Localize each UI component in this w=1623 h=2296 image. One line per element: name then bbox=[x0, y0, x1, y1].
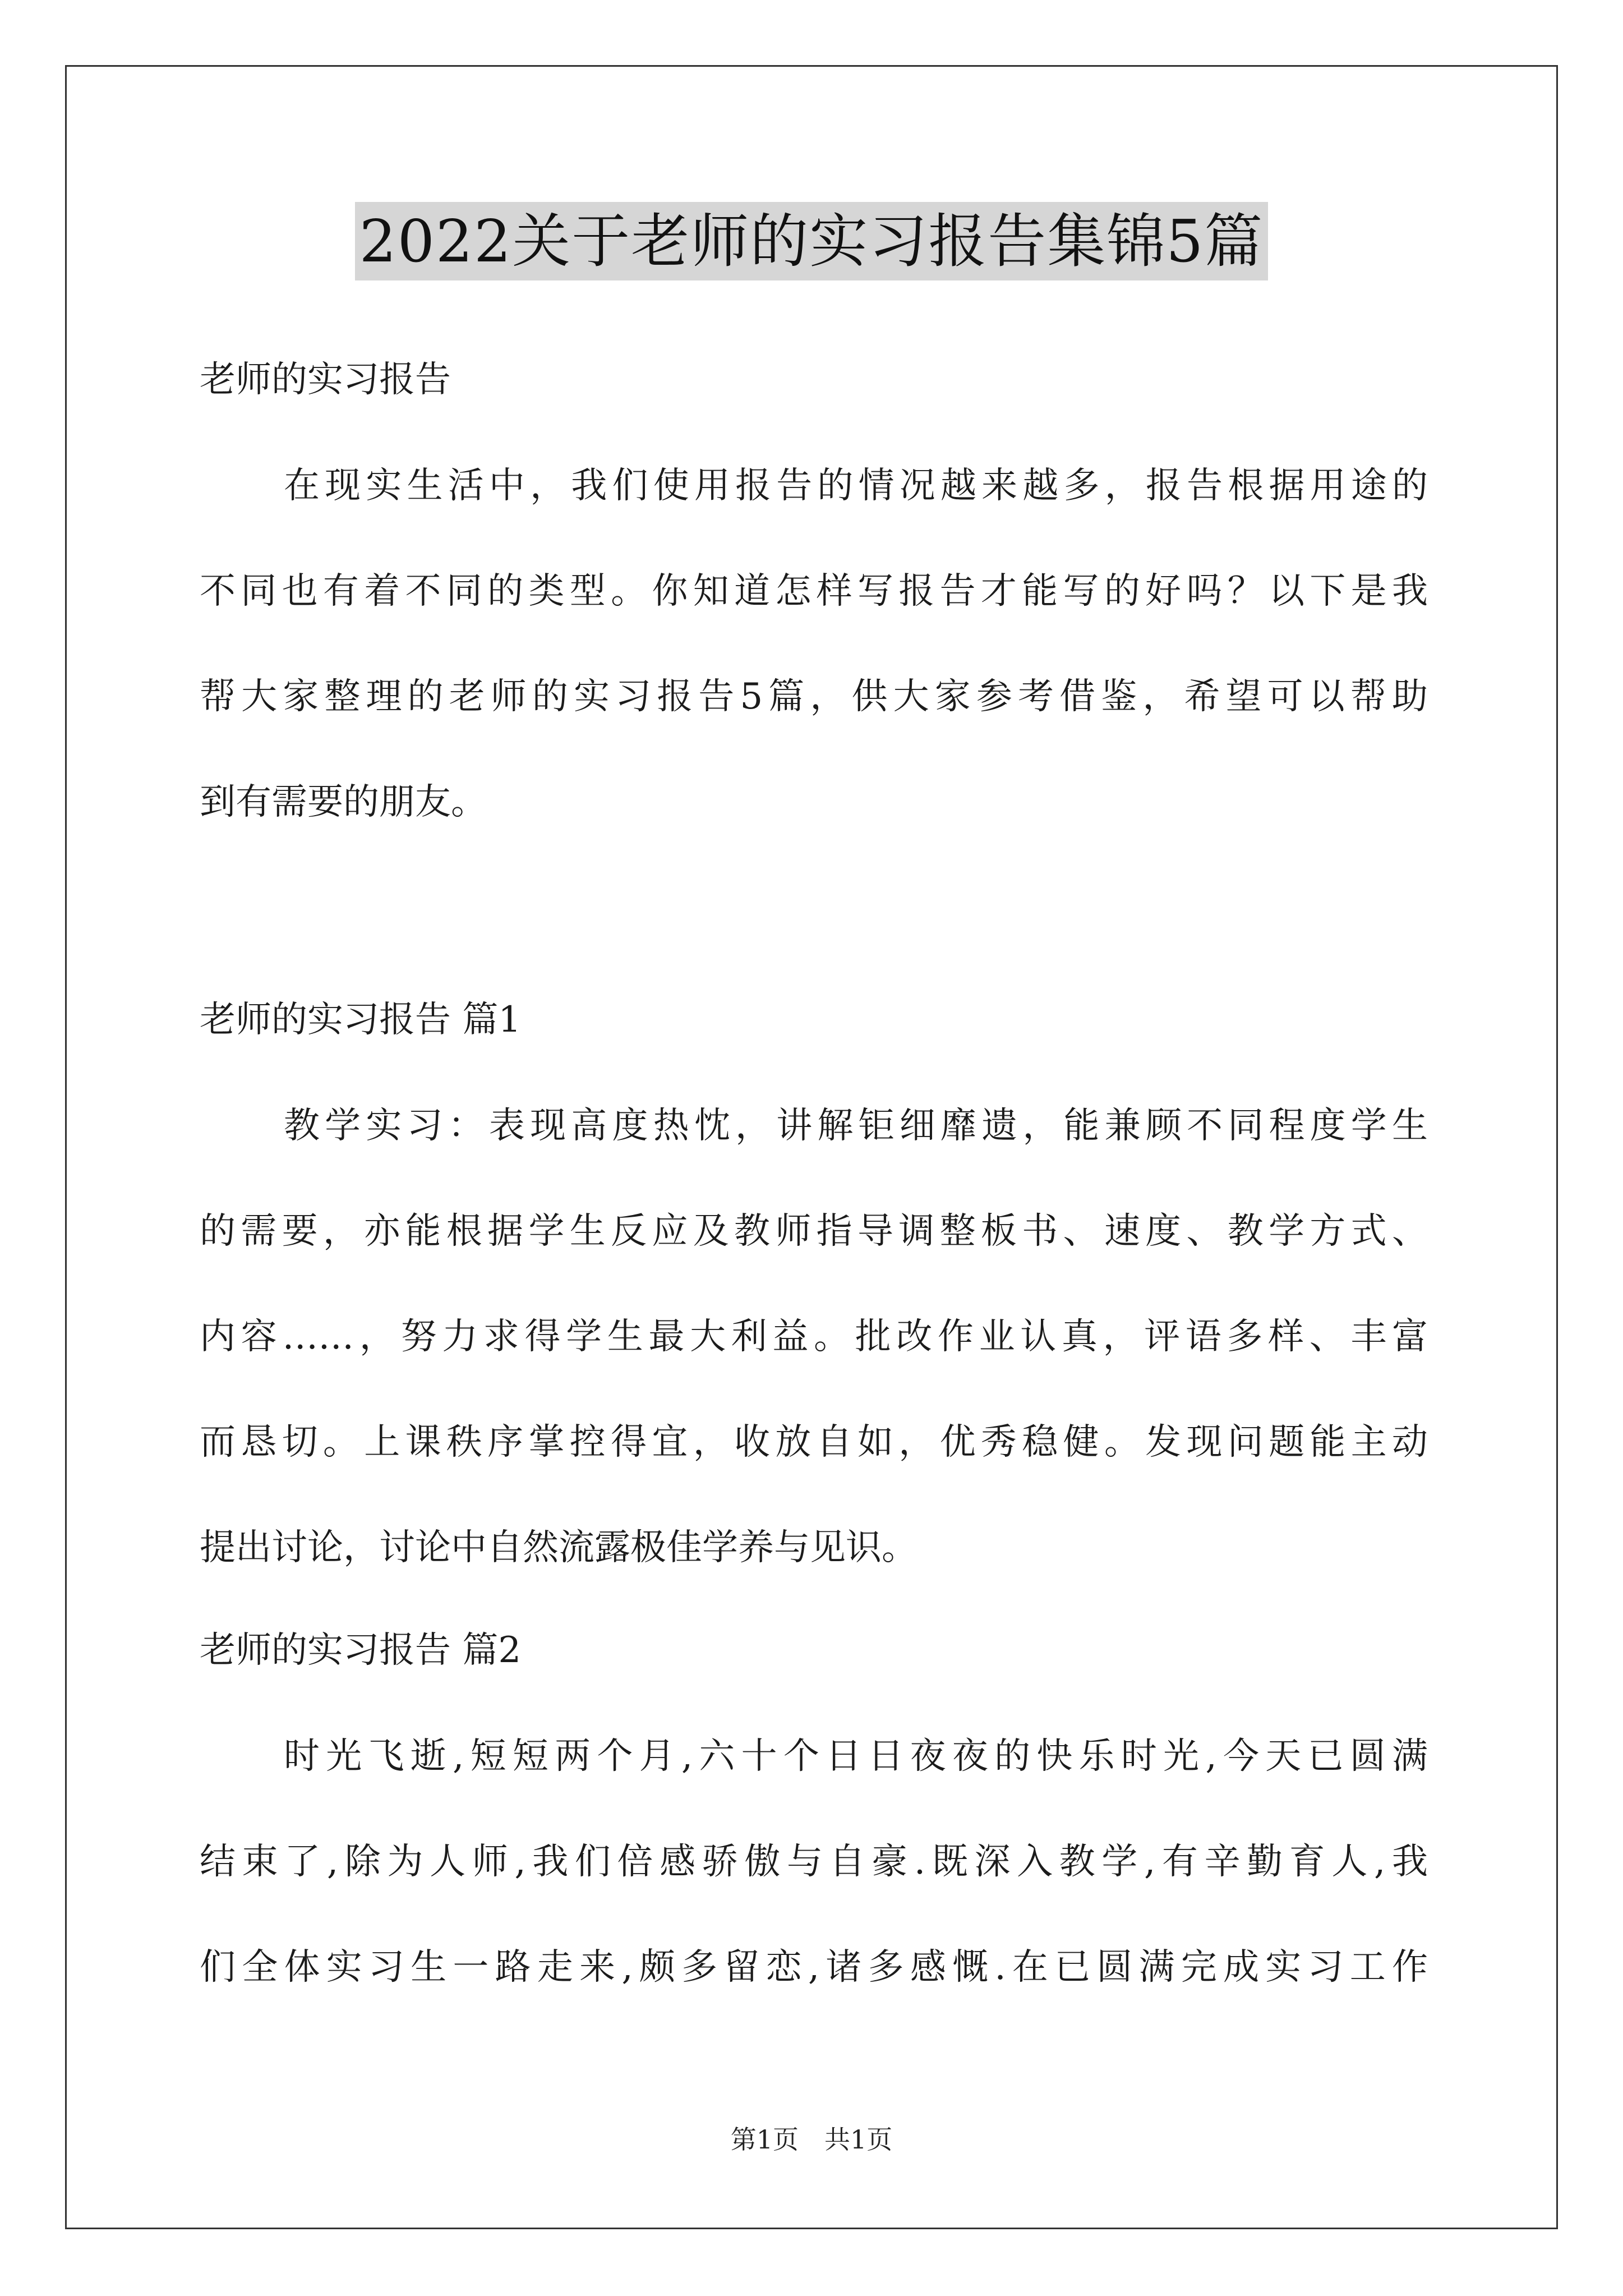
intro-line-4: 到有需要的朋友。 bbox=[200, 781, 487, 823]
section2-line-1: 时光飞逝,短短两个月,六十个日日夜夜的快乐时光,今天已圆满 bbox=[284, 1736, 1428, 1777]
intro-line-1: 在现实生活中，我们使用报告的情况越来越多，报告根据用途的 bbox=[284, 465, 1428, 507]
title-container bbox=[0, 202, 1623, 280]
page-footer: 第1页 共1页 bbox=[730, 2124, 893, 2155]
section2-line-2: 结束了,除为人师,我们倍感骄傲与自豪.既深入教学,有辛勤育人,我 bbox=[200, 1841, 1428, 1883]
section1-line-4: 而恳切。上课秩序掌控得宜，收放自如，优秀稳健。发现问题能主动 bbox=[200, 1421, 1428, 1463]
section2-heading: 老师的实习报告 篇2 bbox=[200, 1630, 522, 1671]
intro-line-3: 帮大家整理的老师的实习报告5篇，供大家参考借鉴，希望可以帮助 bbox=[200, 676, 1428, 717]
section1-line-2: 的需要，亦能根据学生反应及教师指导调整板书、速度、教学方式、 bbox=[200, 1211, 1428, 1252]
section1-line-3: 内容……，努力求得学生最大利益。批改作业认真，评语多样、丰富 bbox=[200, 1316, 1428, 1358]
intro-line-2: 不同也有着不同的类型。你知道怎样写报告才能写的好吗？以下是我 bbox=[200, 570, 1428, 612]
section1-heading: 老师的实习报告 篇1 bbox=[200, 999, 522, 1041]
intro-heading: 老师的实习报告 bbox=[200, 359, 451, 401]
section1-line-5: 提出讨论，讨论中自然流露极佳学养与见识。 bbox=[200, 1527, 917, 1568]
section2-line-3: 们全体实习生一路走来,颇多留恋,诸多感慨.在已圆满完成实习工作 bbox=[200, 1947, 1428, 1988]
section1-line-1: 教学实习：表现高度热忱，讲解钜细靡遗，能兼顾不同程度学生 bbox=[284, 1105, 1428, 1147]
document-title: 2022关于老师的实习报告集锦5篇 bbox=[355, 202, 1269, 280]
